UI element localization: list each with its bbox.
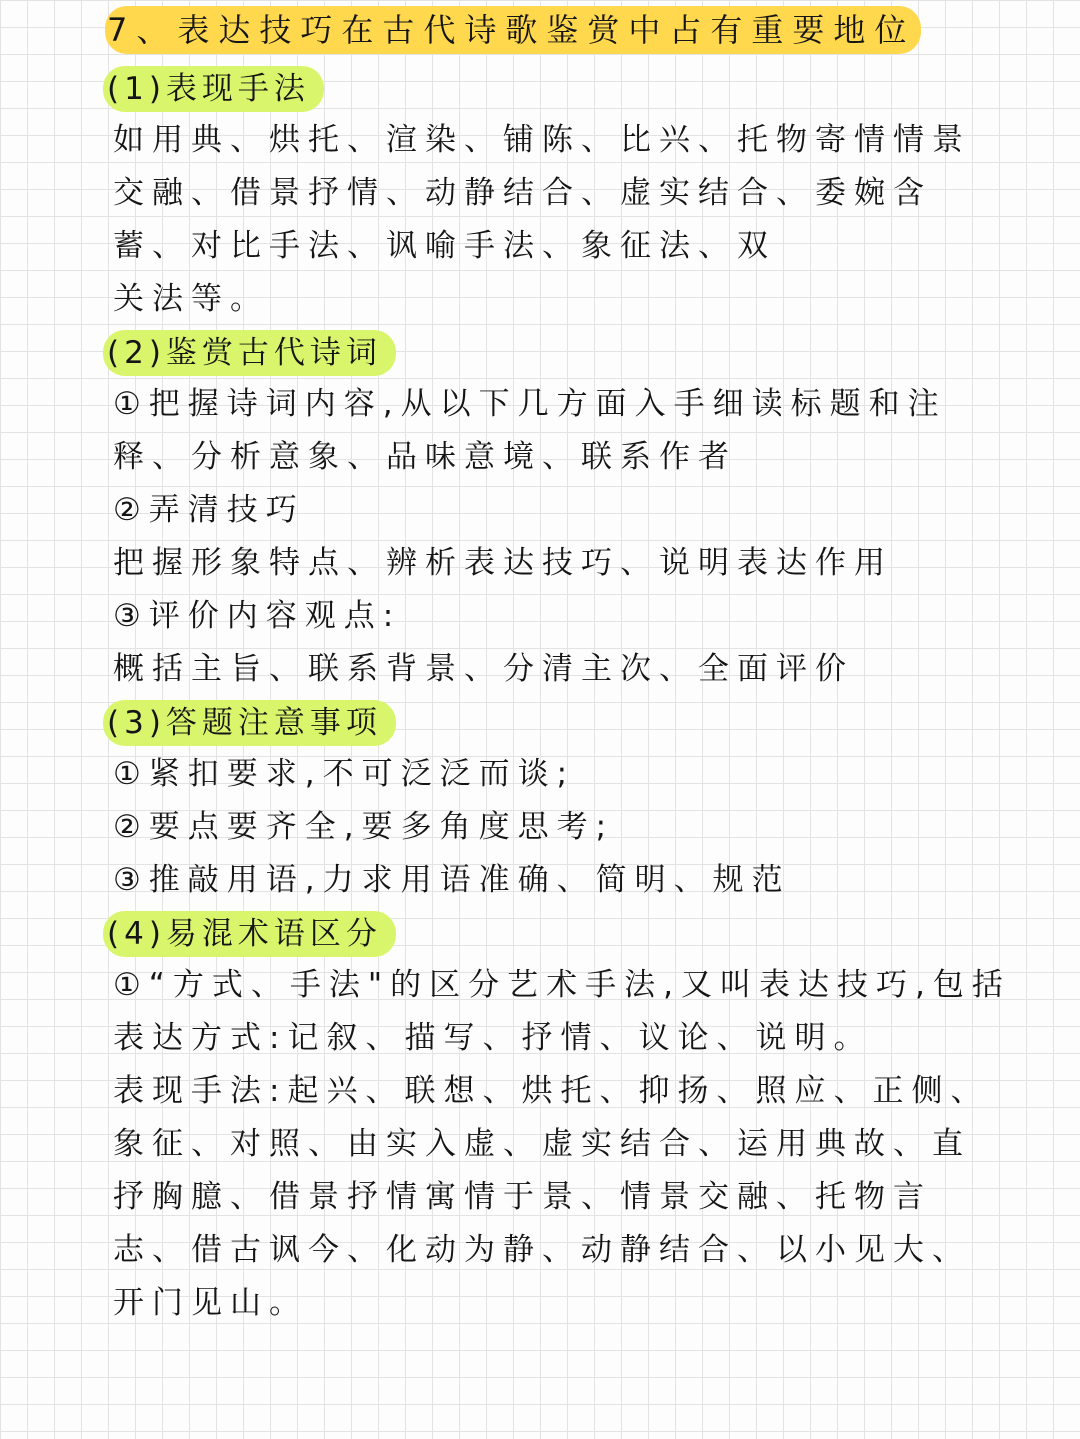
notes-page bbox=[107, 6, 1043, 1330]
text-line: 表现手法:起兴、联想、烘托、抑扬、照应、正侧、 bbox=[113, 1073, 990, 1109]
text-line: 表达方式:记叙、描写、抒情、议论、说明。 bbox=[113, 1020, 873, 1056]
text-line: 开门见山。 bbox=[113, 1285, 308, 1321]
section-answer-tips bbox=[107, 696, 1043, 907]
text-line: ②要点要齐全,要多角度思考; bbox=[113, 809, 615, 845]
text-line: ③推敲用语,力求用语准确、简明、规范 bbox=[113, 862, 791, 898]
text-line: 蓄、对比手法、讽喻手法、象征法、双 bbox=[113, 228, 776, 264]
text-line: 象征、对照、由实入虚、虚实结合、运用典故、直 bbox=[113, 1126, 971, 1162]
text-line: 概括主旨、联系背景、分清主次、全面评价 bbox=[113, 651, 854, 687]
page-title: 7、表达技巧在古代诗歌鉴赏中占有重要地位 bbox=[105, 6, 921, 54]
text-line: ①把握诗词内容,从以下几方面入手细读标题和注 bbox=[113, 386, 947, 422]
text-line: 交融、借景抒情、动静结合、虚实结合、委婉含 bbox=[113, 175, 932, 211]
section-heading: (2)鉴赏古代诗词 bbox=[103, 330, 396, 376]
text-line: 关法等。 bbox=[113, 281, 269, 317]
text-line: 志、借古讽今、化动为静、动静结合、以小见大、 bbox=[113, 1232, 971, 1268]
section-heading: (4)易混术语区分 bbox=[103, 911, 396, 957]
section-heading: (1)表现手法 bbox=[103, 66, 324, 112]
section-term-distinction bbox=[107, 907, 1043, 1330]
text-line: ③评价内容观点: bbox=[113, 598, 402, 634]
text-line: ①“方式、手法"的区分艺术手法,又叫表达技巧,包括 bbox=[113, 967, 1011, 1003]
section-expression-techniques bbox=[107, 62, 1043, 326]
text-line: 抒胸臆、借景抒情寓情于景、情景交融、托物言 bbox=[113, 1179, 932, 1215]
text-line: 释、分析意象、品味意境、联系作者 bbox=[113, 439, 737, 475]
text-line: ①紧扣要求,不可泛泛而谈; bbox=[113, 756, 576, 792]
text-line: 把握形象特点、辨析表达技巧、说明表达作用 bbox=[113, 545, 893, 581]
text-line: ②弄清技巧 bbox=[113, 492, 305, 528]
text-line: 如用典、烘托、渲染、铺陈、比兴、托物寄情情景 bbox=[113, 122, 971, 158]
section-appreciation bbox=[107, 326, 1043, 696]
section-heading: (3)答题注意事项 bbox=[103, 700, 396, 746]
